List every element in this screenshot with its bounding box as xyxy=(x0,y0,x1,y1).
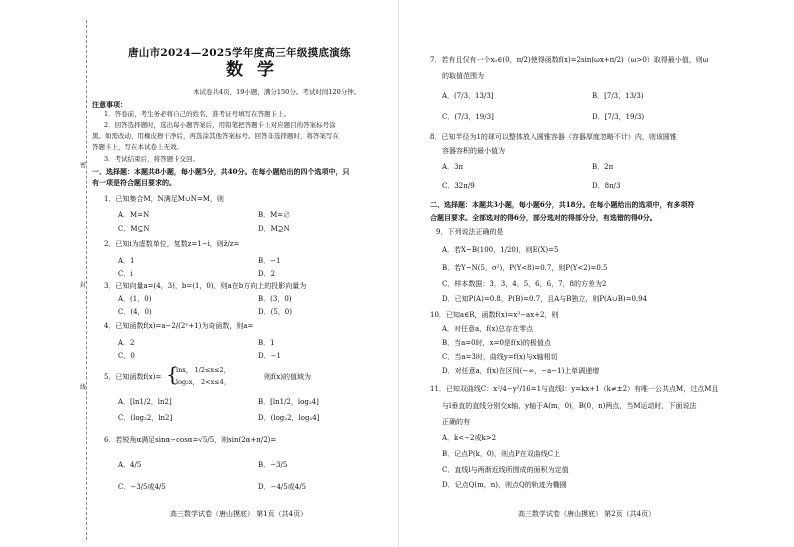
page-footer: 高三数学试卷（唐山摸底） 第2页（共4页） xyxy=(518,510,656,518)
option: C．i xyxy=(118,270,133,278)
question-stem-cont: 的取值范围为 xyxy=(442,72,484,80)
option: B．(3，0) xyxy=(258,295,292,303)
question-stem: 1．已知集合M，N满足M∪N=M，则 xyxy=(104,195,224,203)
section-heading: 一、选择题：本题共8小题，每小题5分，共40分。在每小题给出的四个选项中，只 xyxy=(92,167,350,176)
notice-heading: 注意事项： xyxy=(92,100,127,109)
question-stem: 3．已知向量a=(4，3)，b=(1，0)，则a在b方向上的投影向量为 xyxy=(104,282,307,290)
option: A．1 xyxy=(118,257,135,265)
option: B．记点P(k，0)，则点P在双曲线C上 xyxy=(442,450,561,458)
option: B．−3/5 xyxy=(258,461,288,469)
option: A．4/5 xyxy=(118,461,142,469)
option: D．[7/3，19/3) xyxy=(592,113,645,121)
option: A．2 xyxy=(118,339,135,347)
option: C．样本数据：3，3，4，5，6，6，7，8的方差为2 xyxy=(442,280,607,288)
question-stem: 7．若有且仅有一个x₀∈(0，π/2)使得函数f(x)=2sin(ωx+π/2)（ω>0）取得最小值，则ω xyxy=(430,56,709,64)
page-footer: 高三数学试卷（唐山摸底） 第1页（共4页） xyxy=(170,510,308,518)
section-heading: 合题目要求。全部选对的得6分，部分选对的得部分分，有选错的得0分。 xyxy=(430,213,657,222)
option: B．1 xyxy=(258,339,275,347)
option: A．(1，0) xyxy=(118,295,152,303)
option: B．[7/3，13/3) xyxy=(592,92,644,100)
piecewise-case: log₂x， 2<x≤4， xyxy=(176,378,231,386)
binding-mark: 线 xyxy=(80,384,87,391)
question-stem: 5．已知函数f(x)= xyxy=(104,373,162,381)
question-stem: 10．已知a∈R，函数f(x)=x³−ax+2，则 xyxy=(430,311,559,319)
notice-line: 1．答卷前，考生务必将自己的姓名，准考证号填写在答题卡上。 xyxy=(104,110,291,118)
binding-mark: 封 xyxy=(80,282,87,289)
question-stem-cont: 与l垂直的直线分别交x轴，y轴于A(m，0)，B(0，n)两点，当M运动时，下面说法 xyxy=(442,402,697,410)
question-stem-cont: 容器容积的最小值为 xyxy=(442,147,505,155)
option: C．0 xyxy=(118,352,135,360)
option: D．(log₂2，log₂4] xyxy=(258,414,320,422)
option: C．直线l与两渐近线所围成的面积为定值 xyxy=(442,466,569,474)
exam-page-2 xyxy=(400,0,794,547)
notice-line: 答题卡上，写在本试卷上无效。 xyxy=(92,143,183,151)
question-stem: 11．已知双曲线C：x²/4−y²/16=1与直线l：y=kx+1（k≠±2）有唯一公共点M，过点M且 xyxy=(430,385,719,393)
question-stem: 6．若锐角α满足sinα−cosα=√5/5，则sin(2α+π/2)= xyxy=(104,436,277,444)
option: C．M⊆N xyxy=(118,225,150,233)
option: A．(7/3，13/3] xyxy=(442,92,494,100)
option: B．M=∅ xyxy=(258,211,291,219)
option: C．(4，0) xyxy=(118,308,152,316)
binding-mark: 密 xyxy=(80,162,87,169)
question-stem: 2．已知i为虚数单位，复数z=1−i，则z̄/z= xyxy=(104,240,240,248)
option: B．−1 xyxy=(258,257,281,265)
option: D．记点Q(m，n)，则点Q的轨迹为椭圆 xyxy=(442,481,567,489)
option: A．3π xyxy=(442,163,464,171)
option: D．M⊇N xyxy=(258,225,290,233)
option: A．M=N xyxy=(118,211,150,219)
question-stem-cont: 正确的有 xyxy=(442,418,470,426)
option: C．32π/9 xyxy=(442,182,475,190)
binding-dashed-line xyxy=(86,20,87,540)
option: C．(log₂2，ln2] xyxy=(118,414,173,422)
notice-line: 3．考试结束后，将答题卡交回。 xyxy=(104,155,200,163)
option: A．对任意a，f(x)总存在零点 xyxy=(442,325,534,333)
option: D．已知P(A)=0.8，P(B)=0.7，且A与B独立，则P(A∪B)=0.94 xyxy=(442,295,648,303)
option: D．2 xyxy=(258,270,276,278)
option: D．−1 xyxy=(258,352,281,360)
section-heading: 有一项是符合题目要求的。 xyxy=(92,178,176,187)
subject-title: 数学 xyxy=(226,60,288,80)
option: B．[ln1/2，log₂4] xyxy=(258,398,319,406)
section-heading: 二、选择题：本题共3小题，每小题6分，共18分。在每小题给出的选项中，有多项符 xyxy=(430,200,695,209)
option: D．8π/3 xyxy=(592,182,621,190)
option: C．(7/3，19/3] xyxy=(442,113,494,121)
option: B．若Y~N(5，σ²)，P(Y<8)=0.7，则P(Y<2)=0.5 xyxy=(442,264,608,272)
option: B．2π xyxy=(592,163,614,171)
option: C．当a=3时，曲线y=f(x)与x轴相切 xyxy=(442,353,558,361)
notice-line: 黑。如需改动，用橡皮擦干净后，再选涂其他答案标号。回答非选择题时，将答案写在 xyxy=(92,132,339,140)
exam-info: 本试卷共4页，19小题，满分150分。考试时间120分钟。 xyxy=(193,88,361,96)
notice-line: 2．回答选择题时，选出每小题答案后，用铅笔把答题卡上对应题目的答案标号涂 xyxy=(104,121,336,129)
piecewise-case: lnx， 1/2≤x≤2， xyxy=(176,366,231,374)
option: A．若X~B(100，1/20)，则E(X)=5 xyxy=(442,246,559,254)
exam-title: 唐山市2024—2025学年度高三年级摸底演练 xyxy=(128,47,351,59)
piecewise-brace: { xyxy=(166,362,179,386)
option: B．当a=0时，x=0是f(x)的极值点 xyxy=(442,339,551,347)
option: A．k<−2或k>2 xyxy=(442,434,497,442)
option: C．−3/5或4/5 xyxy=(118,483,166,491)
question-stem: 4．已知函数f(x)=a−2/(2ˣ+1)为奇函数，则a= xyxy=(104,322,254,330)
question-stem: 9．下列说法正确的是 xyxy=(436,228,504,236)
question-stem-tail: 则f(x)的值域为 xyxy=(264,373,312,381)
option: D．(5，0) xyxy=(258,308,292,316)
option: A．[ln1/2，ln2] xyxy=(118,398,172,406)
option: D．对任意a，f(x)在区间(−∞，−a−1)上单调递增 xyxy=(442,367,600,375)
question-stem: 8．已知半径为1的球可以整体放入圆锥容器（容器厚度忽略不计）内，则该圆锥 xyxy=(430,133,677,141)
option: D．−4/5或4/5 xyxy=(258,483,307,491)
